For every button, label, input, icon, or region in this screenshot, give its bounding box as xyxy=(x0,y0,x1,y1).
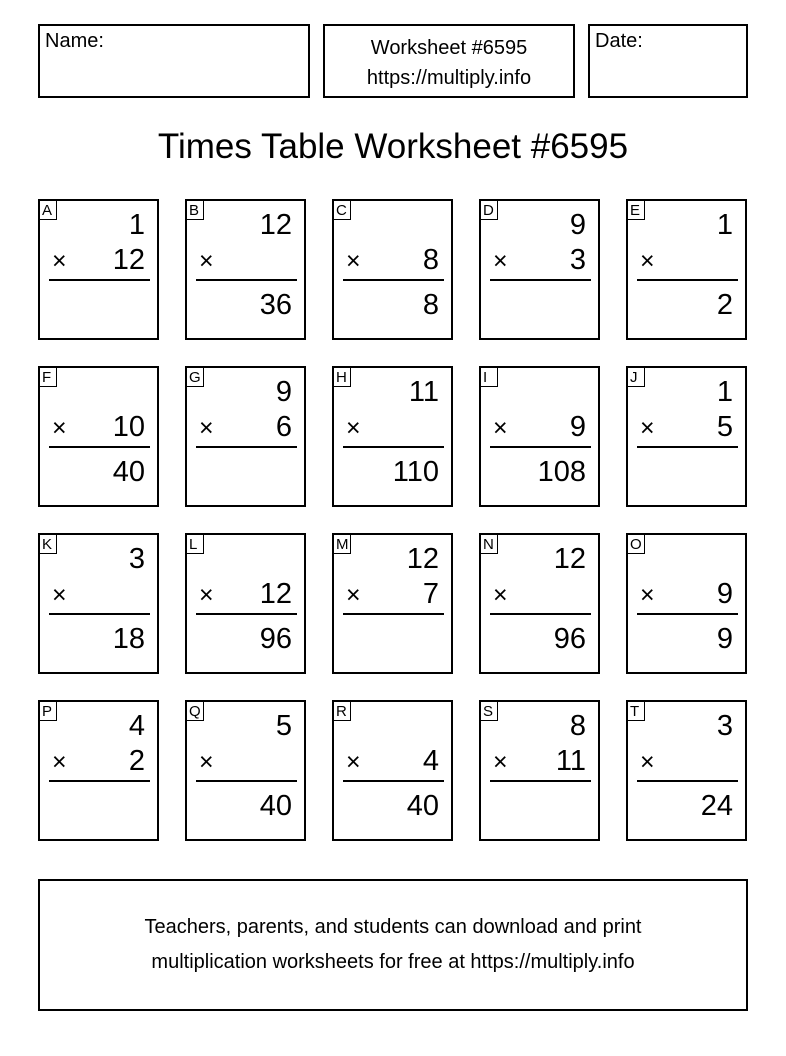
multiplier: 7 xyxy=(422,578,439,610)
times-sign: × xyxy=(52,581,67,609)
times-sign: × xyxy=(493,748,508,776)
product[interactable]: 2 xyxy=(716,289,733,321)
answer-rule xyxy=(196,613,297,615)
problem-card[interactable] xyxy=(38,366,159,507)
times-sign: × xyxy=(199,748,214,776)
problem-letter: H xyxy=(334,368,351,387)
answer-rule xyxy=(196,780,297,782)
answer-rule xyxy=(343,780,444,782)
problem-card[interactable] xyxy=(479,533,600,674)
times-sign: × xyxy=(493,414,508,442)
problem-card[interactable] xyxy=(185,366,306,507)
times-sign: × xyxy=(640,247,655,275)
product[interactable]: 96 xyxy=(553,623,586,655)
times-sign: × xyxy=(640,581,655,609)
name-label: Name: xyxy=(45,30,104,52)
problem-card[interactable] xyxy=(626,700,747,841)
answer-rule xyxy=(49,780,150,782)
times-sign: × xyxy=(346,414,361,442)
problem-letter: E xyxy=(628,201,645,220)
multiplicand: 12 xyxy=(259,209,292,241)
problem-letter: I xyxy=(481,368,498,387)
times-sign: × xyxy=(199,414,214,442)
problem-letter: K xyxy=(40,535,57,554)
product[interactable]: 24 xyxy=(700,790,733,822)
times-sign: × xyxy=(493,247,508,275)
times-sign: × xyxy=(640,414,655,442)
times-sign: × xyxy=(199,581,214,609)
problem-letter: P xyxy=(40,702,57,721)
date-field-box[interactable] xyxy=(588,24,748,98)
problem-letter: G xyxy=(187,368,204,387)
multiplicand: 4 xyxy=(128,710,145,742)
answer-rule xyxy=(343,446,444,448)
multiplier: 12 xyxy=(112,244,145,276)
multiplier: 11 xyxy=(555,745,586,777)
multiplicand: 12 xyxy=(553,543,586,575)
footer-line-1: Teachers, parents, and students can download and print xyxy=(144,916,642,938)
problem-card[interactable] xyxy=(185,533,306,674)
worksheet-url: https://multiply.info xyxy=(366,67,532,89)
date-label: Date: xyxy=(595,30,643,52)
problem-card[interactable] xyxy=(626,199,747,340)
footer-line-2: multiplication worksheets for free at https://multiply.info xyxy=(151,951,635,973)
problem-card[interactable] xyxy=(185,700,306,841)
answer-rule xyxy=(490,446,591,448)
problem-card[interactable] xyxy=(332,700,453,841)
answer-rule xyxy=(637,780,738,782)
problem-letter: D xyxy=(481,201,498,220)
problem-card[interactable] xyxy=(38,199,159,340)
product[interactable]: 96 xyxy=(259,623,292,655)
multiplier: 12 xyxy=(259,578,292,610)
multiplicand: 1 xyxy=(716,376,733,408)
times-sign: × xyxy=(52,414,67,442)
problem-card[interactable] xyxy=(479,199,600,340)
problem-card[interactable] xyxy=(479,366,600,507)
problem-letter: Q xyxy=(187,702,204,721)
times-sign: × xyxy=(346,748,361,776)
problem-card[interactable] xyxy=(479,700,600,841)
multiplier: 3 xyxy=(569,244,586,276)
multiplier: 2 xyxy=(128,745,145,777)
product[interactable]: 36 xyxy=(259,289,292,321)
multiplicand: 3 xyxy=(128,543,145,575)
product[interactable]: 9 xyxy=(716,623,733,655)
times-sign: × xyxy=(346,247,361,275)
multiplier: 9 xyxy=(716,578,733,610)
problem-letter: J xyxy=(628,368,645,387)
product[interactable]: 40 xyxy=(259,790,292,822)
product[interactable]: 40 xyxy=(406,790,439,822)
answer-rule xyxy=(637,446,738,448)
times-sign: × xyxy=(493,581,508,609)
multiplicand: 1 xyxy=(716,209,733,241)
answer-rule xyxy=(637,279,738,281)
problem-card[interactable] xyxy=(332,533,453,674)
multiplicand: 1 xyxy=(128,209,145,241)
worksheet-id-box xyxy=(323,24,575,98)
times-sign: × xyxy=(52,748,67,776)
answer-rule xyxy=(196,446,297,448)
name-field-box[interactable] xyxy=(38,24,310,98)
multiplicand: 9 xyxy=(275,376,292,408)
answer-rule xyxy=(196,279,297,281)
product[interactable]: 8 xyxy=(422,289,439,321)
product[interactable]: 40 xyxy=(112,456,145,488)
page-title: Times Table Worksheet #6595 xyxy=(157,127,629,166)
multiplier: 8 xyxy=(422,244,439,276)
multiplicand: 8 xyxy=(569,710,586,742)
problem-letter: T xyxy=(628,702,645,721)
problem-letter: C xyxy=(334,201,351,220)
problem-letter: B xyxy=(187,201,204,220)
multiplicand: 11 xyxy=(408,376,439,408)
product[interactable]: 108 xyxy=(537,456,586,488)
times-sign: × xyxy=(346,581,361,609)
answer-rule xyxy=(490,613,591,615)
multiplier: 5 xyxy=(716,411,733,443)
times-sign: × xyxy=(199,247,214,275)
times-sign: × xyxy=(640,748,655,776)
answer-rule xyxy=(637,613,738,615)
multiplier: 9 xyxy=(569,411,586,443)
answer-rule xyxy=(49,613,150,615)
problem-letter: N xyxy=(481,535,498,554)
multiplier: 10 xyxy=(112,411,145,443)
problem-letter: A xyxy=(40,201,57,220)
problem-card[interactable] xyxy=(332,366,453,507)
problem-letter: R xyxy=(334,702,351,721)
answer-rule xyxy=(49,279,150,281)
multiplicand: 12 xyxy=(406,543,439,575)
problem-letter: F xyxy=(40,368,57,387)
multiplicand: 5 xyxy=(275,710,292,742)
answer-rule xyxy=(343,613,444,615)
product[interactable]: 110 xyxy=(392,456,439,488)
problem-card[interactable] xyxy=(626,533,747,674)
multiplier: 4 xyxy=(422,745,439,777)
answer-rule xyxy=(343,279,444,281)
problem-card[interactable] xyxy=(38,700,159,841)
worksheet-number: Worksheet #6595 xyxy=(370,37,528,59)
multiplier: 6 xyxy=(275,411,292,443)
problem-card[interactable] xyxy=(38,533,159,674)
problem-letter: M xyxy=(334,535,351,554)
problem-letter: S xyxy=(481,702,498,721)
answer-rule xyxy=(49,446,150,448)
problem-card[interactable] xyxy=(332,199,453,340)
problem-card[interactable] xyxy=(185,199,306,340)
product[interactable]: 18 xyxy=(112,623,145,655)
multiplicand: 3 xyxy=(716,710,733,742)
problem-letter: O xyxy=(628,535,645,554)
problem-card[interactable] xyxy=(626,366,747,507)
times-sign: × xyxy=(52,247,67,275)
problem-letter: L xyxy=(187,535,204,554)
answer-rule xyxy=(490,780,591,782)
multiplicand: 9 xyxy=(569,209,586,241)
footer-box xyxy=(38,879,748,1011)
answer-rule xyxy=(490,279,591,281)
